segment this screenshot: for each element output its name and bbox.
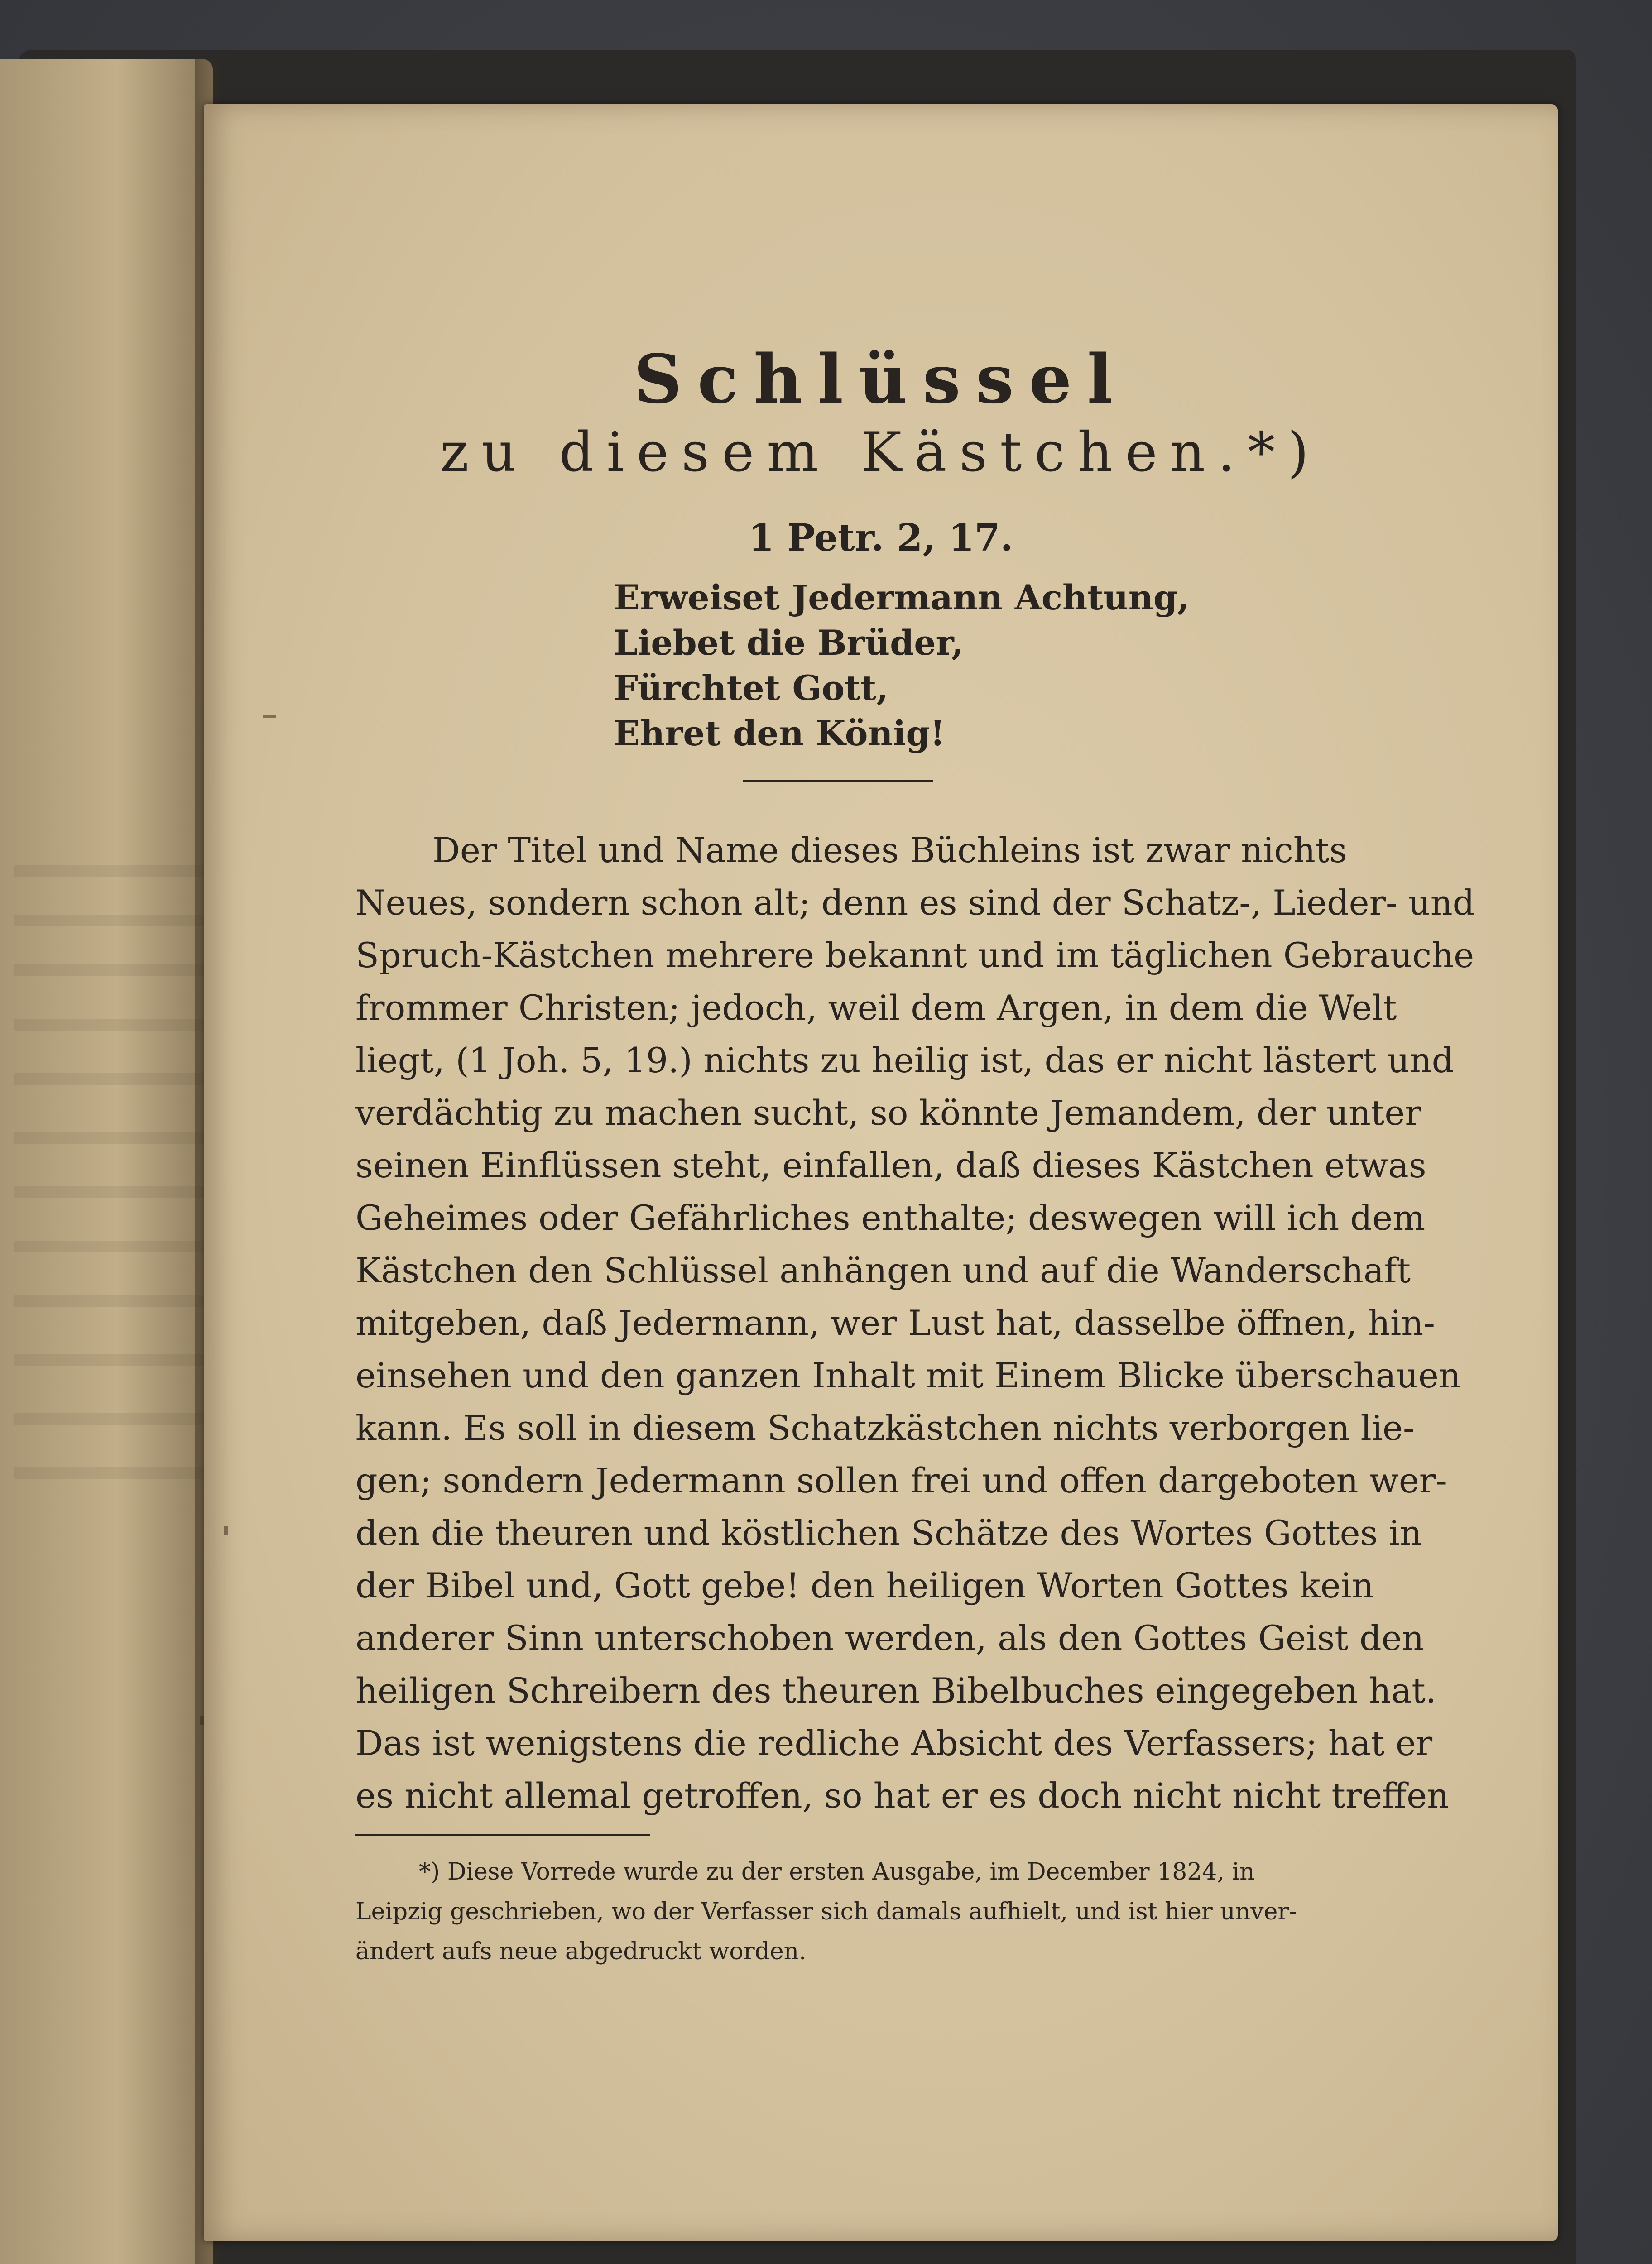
footnote-line: ändert aufs neue abgedruckt worden. [355,1938,807,1965]
body-line: Spruch-Kästchen mehrere bekannt und im täglichen Gebrauche [355,935,1474,975]
page-title: Schlüssel [634,340,1128,418]
body-line: anderer Sinn unterschoben werden, als den Gottes Geist den [355,1618,1424,1658]
body-line: seinen Einflüssen steht, einfallen, daß dieses Kästchen etwas [355,1145,1426,1185]
facing-page [0,59,213,2264]
body-line: einsehen und den ganzen Inhalt mit Einem Blicke überschauen [355,1355,1461,1396]
section-divider [743,780,933,782]
footnote-line: Leipzig geschrieben, wo der Verfasser sich damals aufhielt, und ist hier unver- [355,1898,1297,1925]
facing-page-bleed-line [14,1354,208,1366]
body-line: frommer Christen; jedoch, weil dem Argen, in dem die Welt [355,988,1397,1028]
body-line: mitgeben, daß Jedermann, wer Lust hat, dasselbe öffnen, hin- [355,1303,1435,1343]
page-subtitle: zu diesem Kästchen.*) [440,421,1322,484]
facing-page-bleed-line [14,1132,208,1144]
body-line: es nicht allemal getroffen, so hat er es doch nicht nicht treffen [355,1775,1450,1816]
facing-page-bleed-line [14,964,208,976]
facing-page-bleed-line [14,1019,208,1031]
body-line: gen; sondern Jedermann sollen frei und offen dargeboten wer- [355,1460,1447,1501]
facing-page-bleed-line [14,1467,208,1479]
epigraph-line: Ehret den König! [614,713,946,753]
body-line: kann. Es soll in diesem Schatzkästchen nichts verborgen lie- [355,1408,1415,1448]
body-line: liegt, (1 Joh. 5, 19.) nichts zu heilig ist, das er nicht lästert und [355,1040,1454,1080]
facing-page-bleed-line [14,915,208,926]
footnote-divider [355,1834,650,1836]
body-line: den die theuren und köstlichen Schätze des Wortes Gottes in [355,1513,1422,1553]
paper-mark [224,1526,228,1535]
body-line: Das ist wenigstens die redliche Absicht des Verfassers; hat er [355,1723,1433,1763]
facing-page-bleed-line [14,1295,208,1307]
paper-mark [263,715,276,718]
body-line: verdächtig zu machen sucht, so könnte Jemandem, der unter [355,1093,1421,1133]
epigraph-reference: 1 Petr. 2, 17. [748,516,1013,560]
facing-page-bleed-line [14,1241,208,1252]
body-line: der Bibel und, Gott gebe! den heiligen Worten Gottes kein [355,1565,1374,1606]
body-line: heiligen Schreibern des theuren Bibelbuches eingegeben hat. [355,1670,1436,1711]
body-line: Der Titel und Name dieses Büchleins ist zwar nichts [432,830,1347,870]
body-line: Kästchen den Schlüssel anhängen und auf die Wanderschaft [355,1250,1411,1290]
facing-page-bleed-line [14,865,208,877]
book-page [204,104,1558,2241]
epigraph-line: Fürchtet Gott, [614,668,888,708]
body-line: Geheimes oder Gefährliches enthalte; deswegen will ich dem [355,1198,1426,1238]
epigraph-line: Erweiset Jedermann Achtung, [614,577,1190,618]
footnote-line: *) Diese Vorrede wurde zu der ersten Ausgabe, im December 1824, in [419,1858,1255,1885]
paper-mark [200,1716,204,1725]
body-line: Neues, sondern schon alt; denn es sind der Schatz-, Lieder- und [355,883,1475,923]
facing-page-bleed-line [14,1073,208,1085]
facing-page-bleed-line [14,1413,208,1425]
epigraph-line: Liebet die Brüder, [614,623,964,663]
facing-page-bleed-line [14,1186,208,1198]
